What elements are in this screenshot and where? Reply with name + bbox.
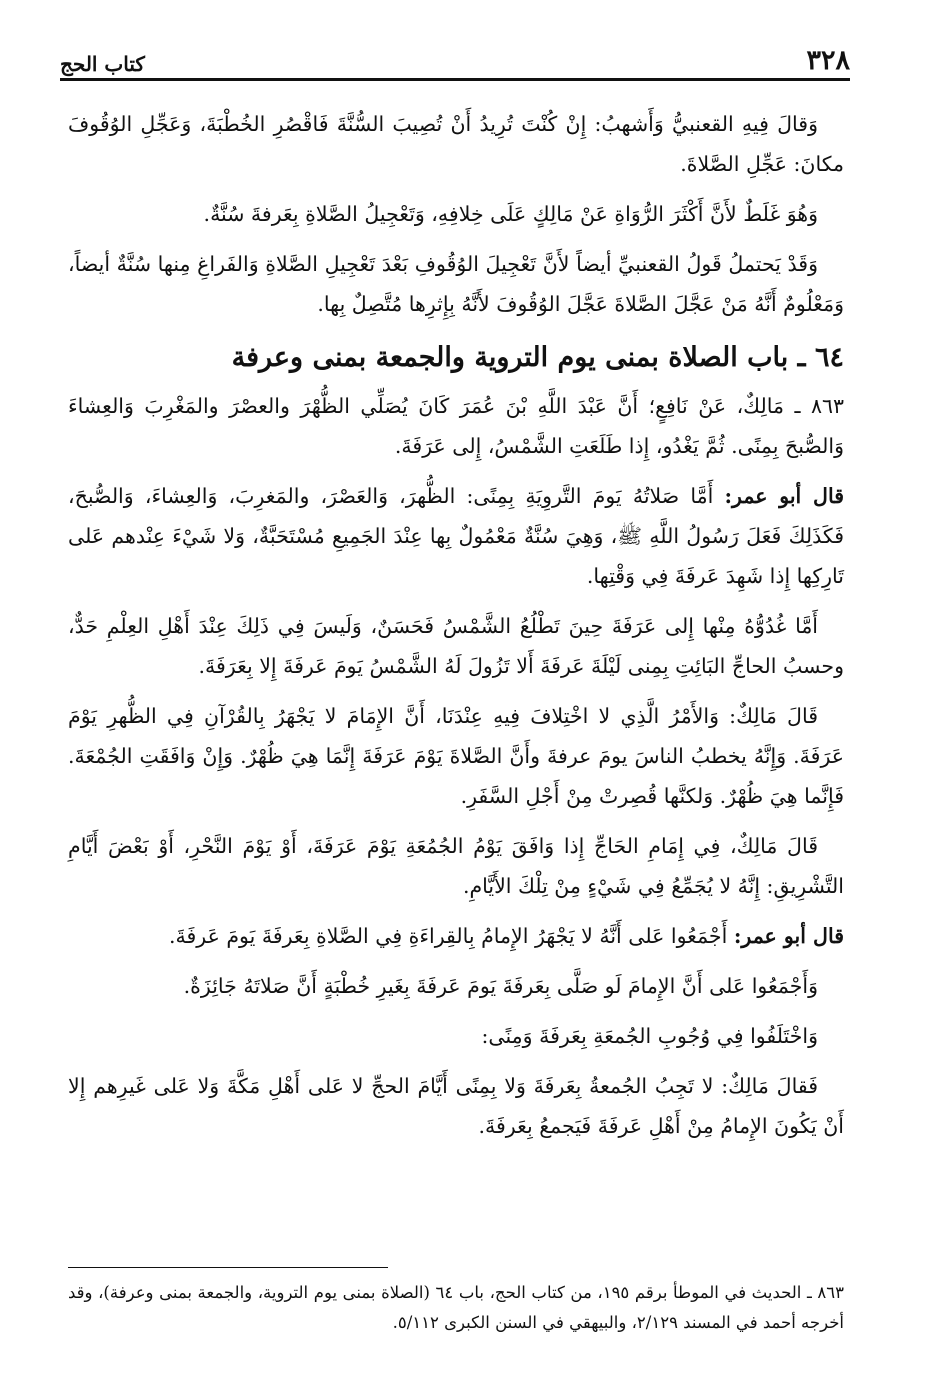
book-title: كتاب الحج: [60, 52, 145, 76]
paragraph-10: وَأَجْمَعُوا عَلى أَنَّ الإِمامَ لَو صَلَّى بِعَرفَةَ يَومَ عَرفَةَ بِغَيرِ خُطْبَةٍ أَنَّ صَلاتَهُ جَائِزَةٌ.: [183, 974, 818, 998]
hadith-863: [68, 386, 844, 466]
paragraph-11: وَاخْتَلَفُوا فِي وُجُوبِ الجُمعَةِ بِعَرفَةَ وَمِنًى:: [481, 1024, 818, 1048]
paragraph-12: فَقالَ مَالِكٌ: لا تَجِبُ الجُمعةُ بِعَرفَةَ وَلا بِمِنًى أَيَّامَ الحجِّ لا عَلى أَهْلِ مَكَّةَ وَلا عَلى غَيرِهم إِلا أَنْ يَكُونَ الإِمامُ مِنْ أَهْلِ عَرفَةَ فَيَجمعُ بِعَرفَةَ.: [68, 1074, 844, 1138]
page-number: ٣٢٨: [806, 45, 850, 76]
chapter-heading: ٦٤ ـ باب الصلاة بمنى يوم التروية والجمعة بمنى وعرفة: [231, 342, 844, 373]
header-rule: [60, 78, 850, 81]
paragraph-7: قَالَ مَالِكٌ: وَالأَمْرُ الَّذِي لا اخْتِلافَ فِيهِ عِنْدَنَا، أَنَّ الإِمَامَ لا يَجْهَرُ بِالقُرْآنِ فِي الظُّهرِ يَوْمَ عَرَفَةَ. وَإِنَّهُ يخطبُ الناسَ يومَ عرفةَ وأَنَّ الصَّلاةَ يَوْمَ عَرَفَةَ إِنَّمَا هِيَ ظُهْرٌ. وَإِنْ وَافَقَتِ الجُمْعَةَ. فَإِنَّما هِيَ ظُهْرٌ. وَلكنَّها قُصِرتْ مِنْ أَجْلِ السَّفَرِ.: [68, 704, 844, 808]
paragraph-6: أَمَّا غُدُوُّهُ مِنْها إِلى عَرَفَةَ حِينَ تَطْلُعُ الشَّمْسُ فَحَسَنٌ، وَلَيسَ فِي ذَلِكَ عِنْدَ أَهْلِ العِلْمِ حَدٌّ، وحسبُ الحاجِّ البَائِتِ بِمِنى لَيْلَةَ عَرفَةَ أَلا تَزُولَ لَهُ الشَّمْسُ يَومَ عَرفَةَ إِلا بِعَرَفَةَ.: [68, 614, 844, 678]
commentary-2: [68, 916, 844, 956]
main-text: [68, 104, 844, 1156]
paragraph-3: وَقَدْ يَحتملُ قَولُ القعنبيِّ أيضاً لأَنَّ تَعْجِيلَ الوُقُوفِ بَعْدَ تَعْجِيلِ الصَّلاةِ وَالفَراغِ مِنها سُنَّةٌ أيضاً، وَمَعْلُومٌ أَنَّهُ مَنْ عَجَّلَ الصَّلاةَ عَجَّلَ الوُقُوفَ لأَنَّهُ بِإِثرِها مُتَّصِلٌ بِها.: [68, 252, 844, 316]
commentary-1: [68, 476, 844, 596]
hadith-text: مَالِكٌ، عَنْ نَافِعٍ؛ أَنَّ عَبْدَ اللَّهِ بْنَ عُمَرَ كَانَ يُصَلِّي الظُّهْرَ والعصْرَ والمَغْرِبَ وَالعِشاءَ وَالصُّبحَ بِمِنًى. ثُمَّ يَغْدُو، إِذا طَلَعَتِ الشَّمْسُ، إِلى عَرَفَةَ.: [68, 394, 844, 458]
running-header: [60, 40, 850, 76]
paragraph-1: وَقالَ فِيهِ القعنبيُّ وَأَشهبُ: إِنْ كُنْتَ تُرِيدُ أَنْ تُصِيبَ السُّنَّةَ فَاقْصُرِ الخُطْبَةَ، وَعَجِّلِ الوُقُوفَ مكانَ: عَجِّلِ الصَّلاةَ.: [68, 112, 844, 176]
footnote: ٨٦٣ ـ الحديث في الموطأ برقم ١٩٥، من كتاب الحج، باب ٦٤ (الصلاة بمنى يوم التروية، والجمعة بمنى وعرفة)، وقد أخرجه أحمد في المسند ٢/١٢٩، والبيهقي في السنن الكبرى ٥/١١٢.: [68, 1283, 844, 1332]
abu-umar-label: قال أبو عمر:: [733, 924, 844, 948]
hadith-number: ٨٦٣ ـ: [794, 394, 844, 418]
footnote-rule: [68, 1267, 388, 1268]
paragraph-2: وَهُوَ غَلَطٌ لأَنَّ أَكْثَرَ الرُّوَاةِ عَنْ مَالِكٍ عَلَى خِلافِهِ، وَتَعْجِيلُ الصَّلاةِ بِعَرفةَ سُنَّةٌ.: [203, 202, 818, 226]
commentary-text: أَمَّا صَلاتُهُ يَومَ التَّروِيَةِ بِمِنًى: الظُّهرَ، وَالعَصْرَ، والمَغرِبَ، وَالعِشاءَ، وَالصُّبحَ، فَكَذَلِكَ فَعَلَ رَسُولُ اللَّهِ ﷺ، وَهِيَ سُنَّةٌ مَعْمُولٌ بِها عِنْدَ الجَمِيعِ مُسْتَحَبَّةٌ، وَلا شَيْءَ عِنْدهم عَلى تَارِكِها إِذا شَهِدَ عَرفَةَ فِي وَقْتِها.: [68, 484, 844, 588]
commentary-text: أَجْمَعُوا عَلى أَنَّهُ لا يَجْهَرُ الإِمامُ بِالقِراءَةِ فِي الصَّلاةِ بِعَرفَةَ يَومَ عَرفَةَ.: [168, 924, 728, 948]
paragraph-8: قَالَ مَالِكٌ، فِي إِمَامِ الحَاجِّ إِذا وَافَقَ يَوْمُ الجُمُعَةِ يَوْمَ عَرَفَةَ، أَوْ يَوْمَ النَّحْرِ، أَوْ بَعْضَ أَيَّامِ التَّشْرِيقِ: إِنَّهُ لا يُجَمِّعُ فِي شَيْءٍ مِنْ تِلْكَ الأَيَّامِ.: [68, 834, 844, 898]
abu-umar-label: قال أبو عمر:: [724, 484, 844, 508]
